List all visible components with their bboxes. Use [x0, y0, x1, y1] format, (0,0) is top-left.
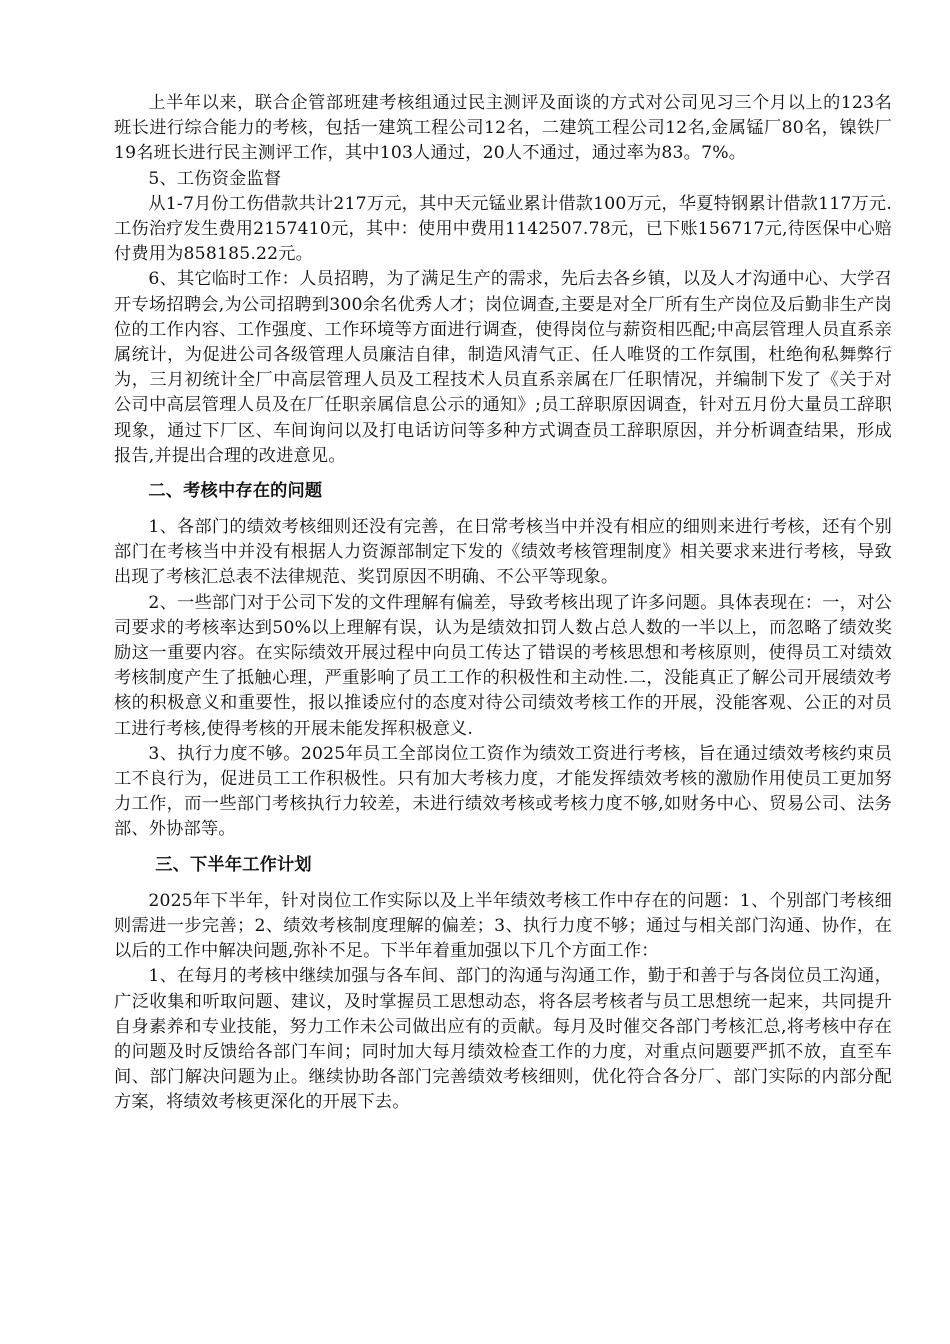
paragraph-plan-intro: 2025年下半年，针对岗位工作实际以及上半年绩效考核工作中存在的问题：1、个别部门考核细则需进一步完善；2、绩效考核制度理解的偏差；3、执行力度不够；通过与相关部门沟通、协作，在以后的工作中解决问题,弥补不足。下半年着重加强以下几个方面工作： [114, 890, 892, 962]
paragraph-injury-fund-detail: 从1-7月份工伤借款共计217万元，其中天元锰业累计借款100万元，华夏特钢累计借款117万元.工伤治疗发生费用2157410元，其中：使用中费用1142507.78元，已下账156717元,待医保中心赔付费用为858185.22元。 [114, 193, 892, 265]
paragraph-problem-1: 1、各部门的绩效考核细则还没有完善，在日常考核当中并没有相应的细则来进行考核，还有个别部门在考核当中并没有根据人力资源部制定下发的《绩效考核管理制度》相关要求来进行考核，导致出现了考核汇总表不法律规范、奖罚原因不明确、不公平等现象。 [114, 517, 892, 588]
section-heading-plan: 三、下半年工作计划 [155, 854, 312, 875]
paragraph-problem-2: 2、一些部门对于公司下发的文件理解有偏差，导致考核出现了许多问题。具体表现在：一，对公司要求的考核率达到50%以上理解有误，认为是绩效扣罚人数占总人数的一半以上，而忽略了绩效奖励这一重要内容。在实际绩效开展过程中向员工传达了错误的考核思想和考核原则，使得员工对绩效考核制度产生了抵触心理，严重影响了员工工作的积极性和主动性.二，没能真正了解公司开展绩效考核的积极意义和重要性，报以推诿应付的态度对待公司绩效考核工作的开展，没能客观、公正的对员工进行考核,使得考核的开展未能发挥积极意义. [114, 592, 892, 739]
paragraph-problem-3: 3、执行力度不够。2025年员工全部岗位工资作为绩效工资进行考核，旨在通过绩效考核约束员工不良行为，促进员工工作积极性。只有加大考核力度，才能发挥绩效考核的激励作用使员工更加努力工作，而一些部门考核执行力较差，未进行绩效考核或考核力度不够,如财务中心、贸易公司、法务部、外协部等。 [114, 743, 892, 840]
paragraph-plan-1: 1、在每月的考核中继续加强与各车间、部门的沟通与沟通工作，勤于和善于与各岗位员工沟通，广泛收集和听取问题、建议，及时掌握员工思想动态，将各层考核者与员工思想统一起来，共同提升自身素养和专业技能，努力工作未公司做出应有的贡献。每月及时催交各部门考核汇总,将考核中存在的问题及时反馈给各部门车间；同时加大每月绩效检查工作的力度，对重点问题要严抓不放，直至车间、部门解决问题为止。继续协助各部门完善绩效考核细则，优化符合各分厂、部门实际的内部分配方案，将绩效考核更深化的开展下去。 [114, 966, 892, 1113]
paragraph-team-leader-assessment: 上半年以来，联合企管部班建考核组通过民主测评及面谈的方式对公司见习三个月以上的123名班长进行综合能力的考核，包括一建筑工程公司12名，二建筑工程公司12名,金属锰厂80名，镍铁厂19名班长进行民主测评工作，其中103人通过，20人不通过，通过率为83。7%。 [114, 93, 892, 164]
document-page [114, 91, 892, 1116]
paragraph-other-temporary-work: 6、其它临时工作：人员招聘，为了满足生产的需求，先后去各乡镇，以及人才沟通中心、大学召开专场招聘会,为公司招聘到300余名优秀人才；岗位调查,主要是对全厂所有生产岗位及后勤非生产岗位的工作内容、工作强度、工作环境等方面进行调查，使得岗位与薪资相匹配;中高层管理人员直系亲属统计，为促进公司各级管理人员廉洁自律，制造风清气正、任人唯贤的工作氛围，杜绝徇私舞弊行为，三月初统计全厂中高层管理人员及工程技术人员直系亲属在厂任职情况，并编制下发了《关于对公司中高层管理人员及在厂任职亲属信息公示的通知》;员工辞职原因调查，针对五月份大量员工辞职现象，通过下厂区、车间询问以及打电话访问等多种方式调查员工辞职原因，并分析调查结果，形成报告,并提出合理的改进意见。 [114, 269, 892, 466]
section-heading-problems: 二、考核中存在的问题 [148, 481, 323, 502]
paragraph-injury-fund-title: 5、工伤资金监督 [148, 168, 282, 189]
